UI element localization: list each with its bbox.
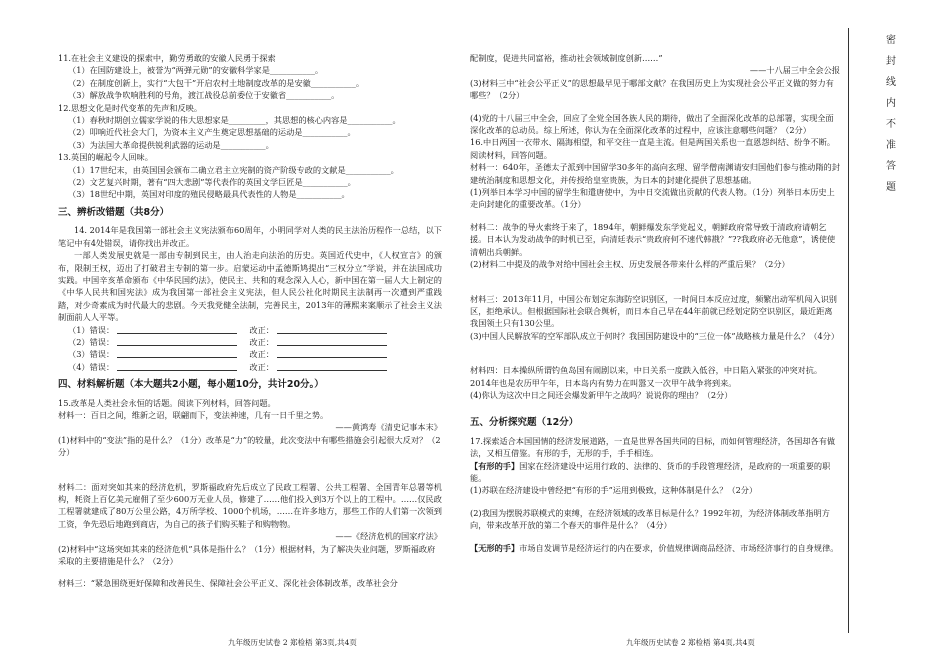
q15-1: (1)材料中的“变法”指的是什么？（1分）改革是“力”的较量，此次变法中有哪些措施会引起很大反对？（2分） (58, 434, 441, 458)
seal-char: 不 (886, 119, 896, 130)
q11-item-2: （2）在制度创新上，实行“大包干”开启农村土地制度改革的是安徽___________。 (68, 77, 365, 88)
q12-item-1: （1）春秋时期创立儒家学说的伟大思想家是_________，其思想的核心内容是___________。 (68, 115, 401, 126)
q12-stem: 12.思想文化是时代变革的先声和反映。 (58, 102, 203, 113)
material-2: 材料二：面对突如其来的经济危机，罗斯福政府先后成立了民政工程署、公共工程署、全国青年总署等机构，耗资上百亿美元雇佣了至少600万无业人员，修建了……他们投入到3万个以上的工程中。……仅民政工程署就建成了80万公里公路，4万所学校、1000个机场，……在许多地方，那些工作的人们第一次领到工资，争先恐后地跑到商店，为自己的孩子们购买鞋子和购物物。 (58, 481, 442, 529)
correction-3-field[interactable] (277, 348, 387, 358)
material-3-source: ——十八届三中全会公报 (749, 65, 840, 76)
invisible-hand-label: 【无形的手】 (470, 542, 520, 553)
q16-3: (3)中国人民解放军的空军部队成立于何时？我国国防建设中的“三位一体”战略核力量是什么？（4分） (470, 330, 840, 341)
material-1-source: ——黄鸿寿《清史记事本末》 (335, 422, 442, 433)
error-row-2: （2）错误： 改正： (58, 336, 442, 348)
error-row-3: （3）错误： 改正： (58, 348, 442, 360)
page-4-column (470, 52, 840, 554)
page-3-column (58, 52, 442, 590)
q17-stem: 17.探索适合本国国情的经济发展道路，一直是世界各国共同的目标，而如何管理经济，各国却各有做法，又相互借鉴。有形的手，无形的手，手手相连。 (470, 435, 836, 459)
q13-item-3: （3）18世纪中期，英国对印度的殖民侵略最具代表性的人物是___________。 (68, 189, 350, 200)
correction-2-field[interactable] (277, 336, 387, 346)
q16-stem: 16.中日两国一衣带水、隔海相望，和平交往一直是主流。但是两国关系也一直恩怨纠结、纷争不断。阅读材料，回答问题。 (470, 137, 836, 160)
seal-char: 封 (886, 56, 896, 67)
q13-stem: 13.英国的崛起令人回味。 (58, 152, 153, 163)
material-3-continued: 配制度，促进共同富裕，推动社会领域制度创新……” (470, 53, 663, 63)
material-1: 材料一：百日之间，维新之诏，联翩而下，变法神速，几有一日千里之势。 (58, 409, 329, 420)
q11-item-1: （1）在国防建设上，被誉为“两弹元勋”的安徽科学家是___________。 (68, 65, 324, 76)
q11-item-3: （3）解放战争吹响胜利的号角，渡江战役总前委位于安徽省___________。 (68, 90, 340, 101)
q14-intro: 14. 2014年是我国第一部社会主义宪法颁布60周年，小明同学对人类的民主法治历程作一总结，以下笔记中有4处错误，请你找出并改正。 (58, 225, 442, 248)
material-2-source: ——《经济危机的国家疗法》 (335, 531, 442, 542)
seal-char: 线 (886, 77, 896, 88)
page-3-footer: 九年级历史试卷 2 郑检梧 第3页,共4页 (228, 638, 357, 647)
section-5-title: 五、分析探究题（12分） (470, 417, 579, 429)
correction-1-field[interactable] (277, 324, 387, 334)
q16-material-3: 材料三：2013年11月，中国公布划定东海防空识别区，一时间日本反应过度，频繁出动军机闯入识别区，拒绝承认。但根据国际社会联合舆析，而日本自己早在44年前就已经划定防空识别区，最近距离我国领土只有130公里。 (470, 293, 837, 329)
q16-material-1: 材料一：640年，圣德太子派到中国留学30多年的高向玄理、留学僧南渊请安归国他们参与推动隋的封建统治制度和思想文化，并传授给皇室贵族，为日本的封建化提供了思想基础。 (470, 162, 840, 185)
seal-char: 密 (886, 35, 896, 46)
section-4-title: 四、材料解析题（本大题共2小题，每小题10分，共计20分。） (58, 379, 324, 391)
seal-char: 内 (886, 98, 896, 109)
seal-line (848, 28, 849, 633)
error-2-field[interactable] (117, 336, 237, 346)
q17-1: (1)苏联在经济建设中曾经把“有形的手”运用到极致，这种体制是什么？（2分） (470, 485, 758, 496)
error-1-field[interactable] (117, 324, 237, 334)
q15-4: (4)党的十八届三中全会，回应了全党全国各族人民的期待，做出了全面深化改革的总部署，实现全面深化改革的总动员。综上所述，你认为在全面深化改革的过程中，应该注意哪些问题？（2分） (470, 112, 834, 136)
seal-char: 准 (886, 140, 896, 151)
q13-item-1: （1）17世纪末，由英国国会颁布二确立君主立宪制的资产阶级专政的文献是___________。 (68, 164, 399, 175)
q11-stem: 11.在社会主义建设的探索中，勤劳勇敢的安徽人民勇于探索 (58, 53, 276, 63)
visible-hand-label: 【有形的手】 (470, 460, 520, 471)
q15-stem: 15.改革是人类社会永恒的话题。阅读下列材料，回答问题。 (58, 397, 276, 408)
page-4-footer: 九年级历史试卷 2 郑检梧 第4页,共4页 (626, 638, 755, 647)
q16-2: (2)材料二中提及的战争对给中国社会主权、历史发展各带来什么样的严重后果？（2分） (470, 259, 790, 270)
q16-1: (1)列举日本学习中国的留学生和遣唐使中，为中日交流做出贡献的代表人物。（1分）列举日本历史上走向封建化的重要改革。（1分） (470, 187, 835, 210)
visible-hand-intro: 【有形的手】国家在经济建设中运用行政的、法律的、货币的手段管理经济，是政府的一项重要的职能。 (470, 460, 831, 483)
material-3-start: 材料三：“紧急围绕更好保障和改善民生、保障社会公平正义、深化社会体制改革，改革社会分 (58, 578, 398, 589)
q12-item-2: （2）叩响近代社会大门，为资本主义产生奠定思想基础的运动是___________。 (68, 127, 356, 138)
error-row-1: （1）错误： 改正： (58, 324, 442, 336)
q16-material-4: 材料四：日本操纵所谓钓鱼岛国有闹剧以来，中日关系一度跌入低谷，中日陷入紧张的冲突对抗。2014年也是农历甲午年，日本岛内有势力在叫嚣又一次甲午战争将到来。 (470, 365, 823, 388)
seal-line-notice (884, 30, 898, 198)
error-3-field[interactable] (117, 348, 237, 358)
q14-passage: 一部人类发展史就是一部由专制到民主，由人治走向法治的历史。英国近代史中，《人权宣言》的颁布，限制王权，迈出了打破君主专制的第一步。启蒙运动中孟德斯鸠提出“三权分立”学说，并在法国成功实践。中国辛亥革命颁布《中华民国约法》，使民主、共和的观念深入人心，新中国在第一届人大上制定的《中华人民共和国宪法》成为我国第一部社会主义宪法，但人民公社化时期民主法制再一次遭到严重践踏，对少奇素成为时代最大的悲剧。今天我党健全法制，完善民主，2013年的薄熙来案顺示了社会主义法制面前人人平等。 (58, 250, 442, 323)
q12-item-3: （3）为法国大革命提供锐利武器的运动是___________。 (68, 139, 274, 150)
q16-4: (4)你认为这次中日之间还会爆发新甲午之战吗？说说你的理由？（2分） (470, 389, 733, 400)
q15-2: (2)材料中“这场突如其来的经济危机”具体是指什么？（1分）根据材料，为了解决失业问题，罗斯福政府采取的主要措施是什么？（2分） (58, 543, 436, 567)
invisible-hand-intro: 【无形的手】市场自发调节是经济运行的内在要求，价值规律调商品经济、市场经济事行的自身规律。 (470, 542, 839, 553)
correction-4-field[interactable] (277, 361, 387, 371)
section-3-title: 三、辨析改错题（共8分） (58, 206, 170, 218)
seal-char: 题 (886, 182, 896, 193)
seal-char: 答 (886, 161, 896, 172)
q15-3: (3)材料三中“社会公平正义”的思想最早见于哪部文献？在我国历史上为实现社会公平正义做的努力有哪些？（2分） (470, 77, 834, 101)
error-4-field[interactable] (117, 361, 237, 371)
error-row-4: （4）错误： 改正： (58, 361, 442, 373)
q17-2: (2)我国为摆脱苏联模式的束缚，在经济领域的改革目标是什么？1992年初，为经济体制改革指明方向，带来改革开放的第二个春天的事件是什么？（4分） (470, 507, 830, 531)
q13-item-2: （2）文艺复兴时期，著有“四大悲剧”等代表作的英国文学巨匠是___________。 (68, 177, 356, 188)
q16-material-2: 材料二：战争的导火索终于来了，1894年，朝鲜爆发东学党起义，朝鲜政府常导致于清政府请朝乞援。日本认为发动战争的时机已至，向清廷表示“贵政府何不速代韩戡？”??我政府必无他意”，诱使使清朝出兵朝鲜。 (470, 221, 836, 257)
